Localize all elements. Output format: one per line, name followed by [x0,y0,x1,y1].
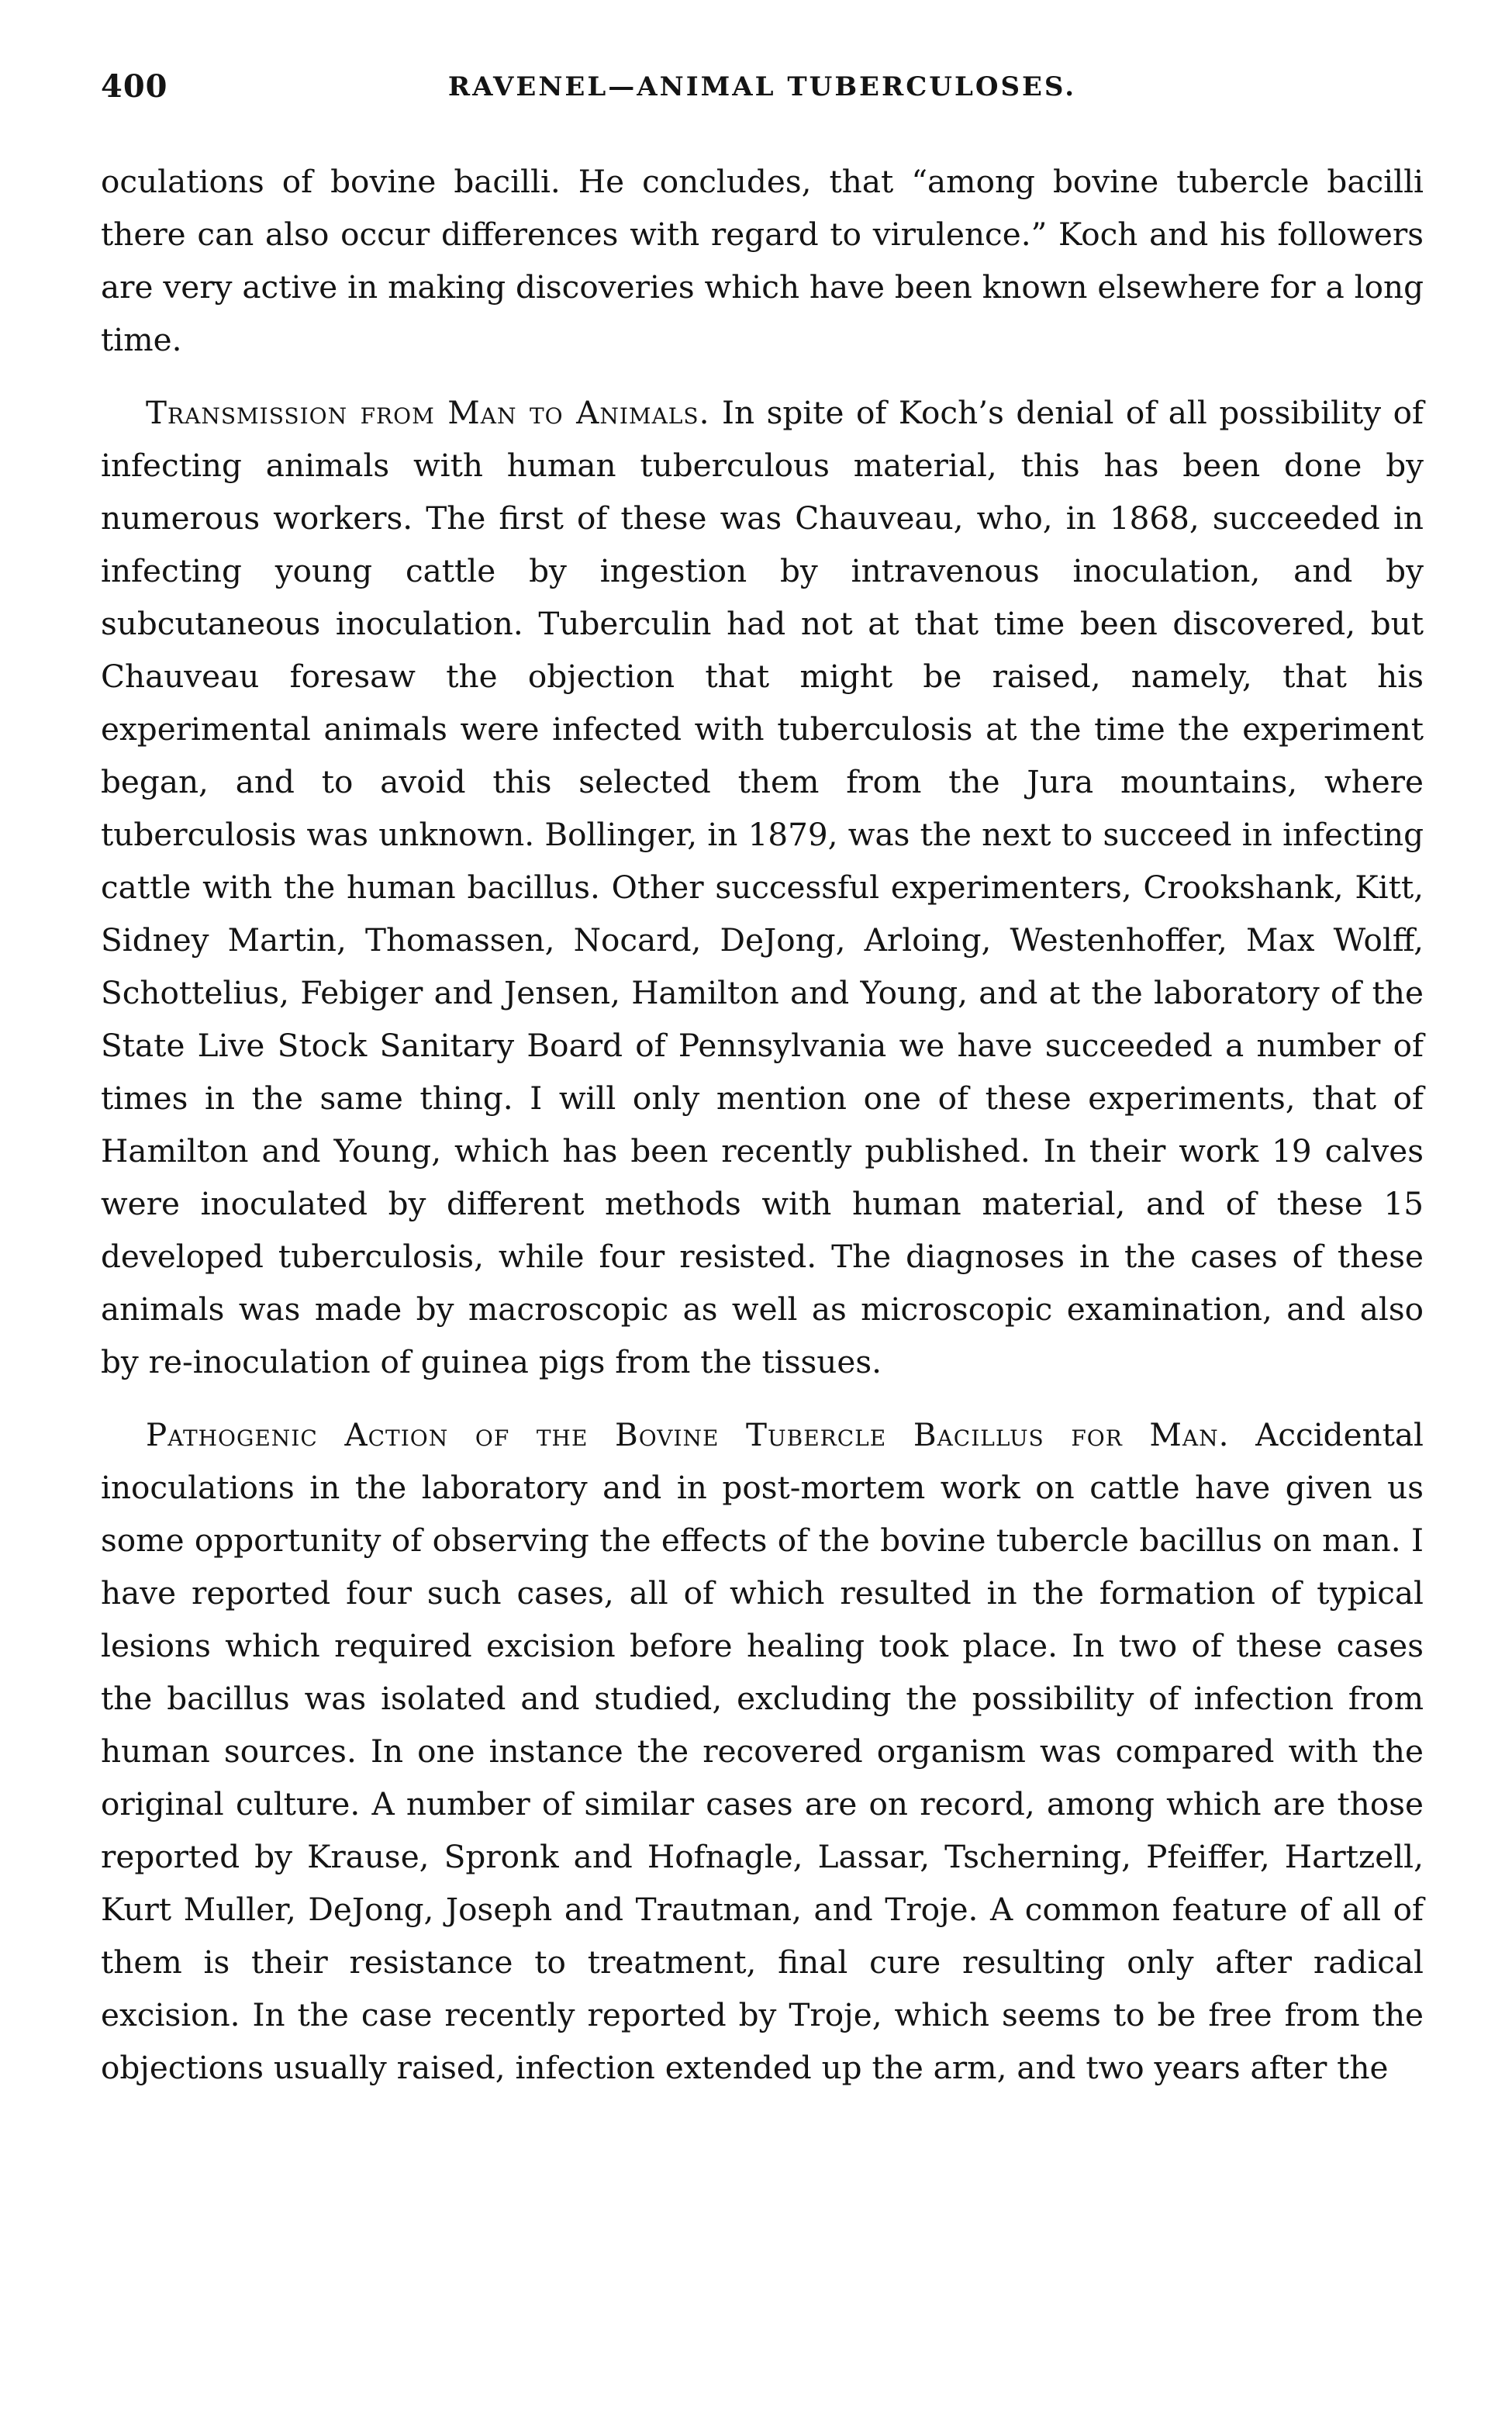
page-number: 400 [101,68,168,105]
paragraph-continuation [101,155,1424,366]
paragraph-text: In spite of Koch’s denial of all possibility of infecting animals with human tuberculous material, this has been done by numerous workers. The first of these was Chauveau, who, in 1868, succeeded in infecting young cattle by ingestion by intravenous inoculation, and by subcutaneous inoculation. Tuberculin had not at that time been discovered, but Chauveau foresaw the objection that might be raised, namely, that his experimental animals were infected with tuberculosis at the time the experiment began, and to avoid this selected them from the Jura mountains, where tuberculosis was unknown. Bollinger, in 1879, was the next to succeed in infecting cattle with the human bacillus. Other successful experimenters, Crookshank, Kitt, Sidney Martin, Thomassen, Nocard, DeJong, Arloing, Westenhoffer, Max Wolff, Schottelius, Febiger and Jensen, Hamilton and Young, and at the laboratory of the State Live Stock Sanitary Board of Pennsylvania we have succeeded a number of times in the same thing. I will only mention one of these experiments, that of Hamilton and Young, which has been recently published. In their work 19 calves were inoculated by different methods with human material, and of these 15 developed tuberculosis, while four resisted. The diagnoses in the cases of these animals was made by macroscopic as well as microscopic examination, and also by re-inoculation of guinea pigs from the tissues. [101,394,1424,1380]
section-heading-pathogenic-action: Pathogenic Action of the Bovine Tubercle Bacillus for Man. [146,1416,1230,1453]
paragraph-transmission [101,386,1424,1388]
section-heading-transmission: Transmission from Man to Animals. [146,394,710,431]
paragraph-text: Accidental inoculations in the laboratory and in post-mortem work on cattle have given us some opportunity of observing the effects of the bovine tubercle bacillus on man. I have reported four such cases, all of which resulted in the formation of typical lesions which required excision before healing took place. In two of these cases the bacillus was isolated and studied, excluding the possibility of infection from human sources. In one instance the recovered organism was compared with the original culture. A number of similar cases are on record, among which are those reported by Krause, Spronk and Hofnagle, Lassar, Tscherning, Pfeiffer, Hartzell, Kurt Muller, DeJong, Joseph and Trautman, and Troje. A common feature of all of them is their resistance to treatment, final cure resulting only after radical excision. In the case recently reported by Troje, which seems to be free from the objections usually raised, infection extended up the arm, and two years after the [101,1416,1424,2086]
running-header [101,68,1424,115]
paragraph-text: oculations of bovine bacilli. He concludes, that “among bovine tubercle bacilli there can also occur differences with regard to virulence.” Koch and his followers are very active in making discoveries which have been known elsewhere for a long time. [101,163,1424,358]
document-page [101,68,1424,2094]
paragraph-pathogenic-action [101,1408,1424,2094]
running-title: RAVENEL—ANIMAL TUBERCULOSES. [447,71,1077,102]
body-text [101,155,1424,2094]
